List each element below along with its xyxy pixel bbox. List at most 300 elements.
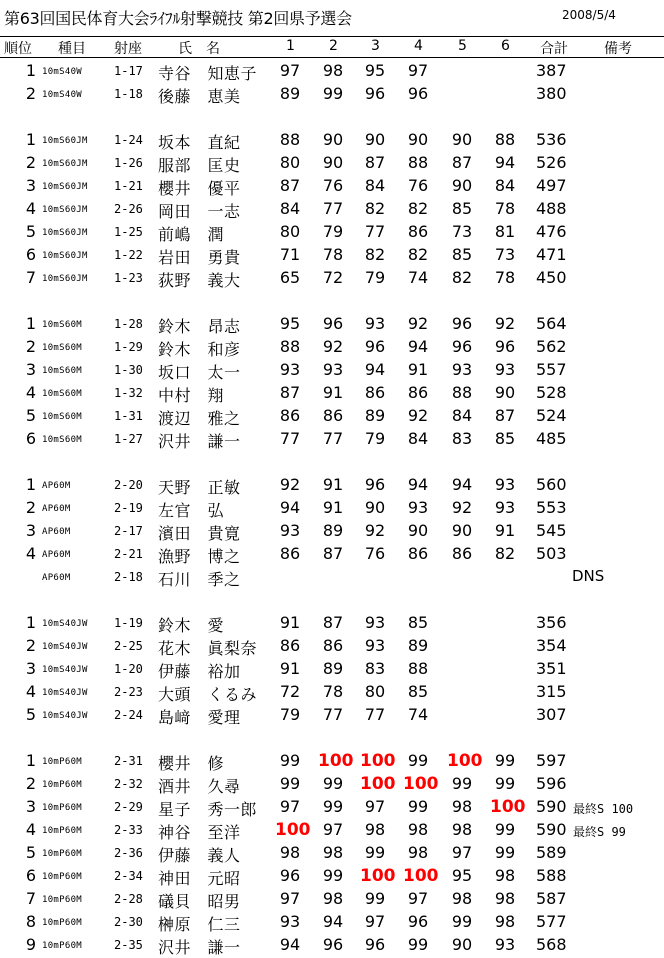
score-cell: 99: [279, 774, 301, 793]
event-cell: 10mS60JM: [42, 205, 88, 215]
score-cell: 97: [364, 797, 386, 816]
name-cell: 伊藤 義人: [158, 846, 241, 865]
score-cell: 94: [407, 475, 429, 494]
name-cell: 沢井 謙一: [158, 432, 241, 451]
score-cell: 100: [490, 797, 526, 817]
table-row: [0, 380, 664, 403]
table-row: [0, 81, 664, 104]
score-cell: 88: [407, 153, 429, 172]
rank-cell: 4: [25, 544, 36, 563]
score-cell: 90: [451, 176, 473, 195]
score-cell: 90: [451, 935, 473, 954]
score-cell: 100: [360, 866, 396, 886]
name-cell: 櫻井 優平: [158, 179, 241, 198]
lane-cell: 2-30: [114, 915, 143, 929]
total-cell: 545: [536, 521, 567, 540]
score-cell: 92: [322, 337, 344, 356]
table-row: [0, 495, 664, 518]
total-cell: 307: [536, 705, 567, 724]
lane-cell: 2-35: [114, 938, 143, 952]
table-row: [0, 840, 664, 863]
lane-cell: 2-25: [114, 639, 143, 653]
event-cell: 10mS60M: [42, 389, 83, 399]
lane-cell: 1-32: [114, 386, 143, 400]
name-cell: 鈴木 愛: [158, 616, 225, 635]
total-cell: 524: [536, 406, 567, 425]
event-cell: 10mP60M: [42, 849, 83, 859]
name-cell: 鈴木 和彦: [158, 340, 241, 359]
score-cell: 99: [494, 843, 516, 862]
score-cell: 82: [407, 245, 429, 264]
score-cell: 89: [322, 659, 344, 678]
table-row: [0, 541, 664, 564]
name-cell: 左官 弘: [158, 501, 225, 520]
score-cell: 72: [322, 268, 344, 287]
lane-cell: 2-34: [114, 869, 143, 883]
rank-cell: 4: [25, 820, 36, 839]
event-cell: 10mP60M: [42, 941, 83, 951]
score-cell: 87: [279, 176, 301, 195]
name-cell: 鈴木 昂志: [158, 317, 241, 336]
score-cell: 88: [279, 337, 301, 356]
score-cell: 94: [279, 498, 301, 517]
rank-cell: 5: [25, 843, 36, 862]
rank-cell: 4: [25, 682, 36, 701]
header-total: 合計: [540, 41, 568, 57]
score-cell: 97: [451, 843, 473, 862]
total-cell: 560: [536, 475, 567, 494]
score-cell: 96: [364, 475, 386, 494]
total-cell: 568: [536, 935, 567, 954]
rank-cell: 1: [25, 475, 36, 494]
score-cell: 90: [494, 383, 516, 402]
table-row: [0, 518, 664, 541]
event-cell: 10mS40JW: [42, 665, 88, 675]
score-cell: 93: [364, 636, 386, 655]
score-cell: 85: [451, 245, 473, 264]
score-cell: 83: [451, 429, 473, 448]
note-cell: 最終S 100: [573, 802, 634, 816]
score-cell: 74: [407, 268, 429, 287]
name-cell: 荻野 義大: [158, 271, 241, 290]
lane-cell: 2-17: [114, 524, 143, 538]
lane-cell: 2-19: [114, 501, 143, 515]
score-cell: 93: [322, 360, 344, 379]
score-cell: 98: [451, 797, 473, 816]
rank-cell: 7: [25, 889, 36, 908]
total-cell: 450: [536, 268, 567, 287]
score-cell: 93: [407, 498, 429, 517]
score-cell: 90: [364, 130, 386, 149]
table-row: [0, 886, 664, 909]
score-cell: 81: [494, 222, 516, 241]
event-cell: 10mP60M: [42, 780, 83, 790]
name-cell: 岩田 勇貴: [158, 248, 241, 267]
score-cell: 97: [364, 912, 386, 931]
score-cell: 77: [322, 429, 344, 448]
lane-cell: 1-18: [114, 87, 143, 101]
score-cell: 93: [494, 360, 516, 379]
lane-cell: 2-36: [114, 846, 143, 860]
lane-cell: 1-17: [114, 64, 143, 78]
score-cell: 72: [279, 682, 301, 701]
name-cell: 後藤 恵美: [158, 87, 241, 106]
total-cell: 471: [536, 245, 567, 264]
section-gap: [0, 587, 664, 610]
name-cell: 島﨑 愛理: [158, 708, 241, 727]
event-cell: 10mS40JW: [42, 688, 88, 698]
rank-cell: 1: [25, 613, 36, 632]
score-cell: 85: [494, 429, 516, 448]
lane-cell: 2-23: [114, 685, 143, 699]
total-cell: 577: [536, 912, 567, 931]
name-cell: 神谷 至洋: [158, 823, 241, 842]
score-cell: 94: [364, 360, 386, 379]
score-cell: 78: [494, 268, 516, 287]
name-cell: 神田 元昭: [158, 869, 241, 888]
lane-cell: 2-28: [114, 892, 143, 906]
score-cell: 93: [279, 521, 301, 540]
event-cell: 10mS40JW: [42, 619, 88, 629]
event-cell: 10mS60JM: [42, 251, 88, 261]
score-cell: 90: [322, 153, 344, 172]
score-cell: 99: [364, 843, 386, 862]
table-row: [0, 426, 664, 449]
total-cell: 380: [536, 84, 567, 103]
event-cell: 10mS60JM: [42, 182, 88, 192]
score-cell: 87: [364, 153, 386, 172]
total-cell: 476: [536, 222, 567, 241]
score-cell: 97: [279, 797, 301, 816]
total-cell: 351: [536, 659, 567, 678]
event-cell: 10mS60JM: [42, 159, 88, 169]
score-cell: 93: [494, 498, 516, 517]
score-cell: 92: [407, 314, 429, 333]
lane-cell: 2-21: [114, 547, 143, 561]
total-cell: 354: [536, 636, 567, 655]
score-cell: 99: [494, 820, 516, 839]
score-cell: 97: [279, 889, 301, 908]
table-row: [0, 173, 664, 196]
score-cell: 85: [407, 613, 429, 632]
name-cell: 礒貝 昭男: [158, 892, 241, 911]
name-cell: 大頭 くるみ: [158, 685, 258, 704]
header-lane: 射座: [114, 41, 142, 57]
score-cell: 93: [279, 912, 301, 931]
table-row: [0, 932, 664, 955]
header-score-3: 3: [371, 38, 380, 54]
lane-cell: 1-21: [114, 179, 143, 193]
score-cell: 84: [451, 406, 473, 425]
lane-cell: 2-26: [114, 202, 143, 216]
score-cell: 82: [407, 199, 429, 218]
event-cell: 10mS60M: [42, 435, 83, 445]
score-cell: 99: [451, 774, 473, 793]
total-cell: 596: [536, 774, 567, 793]
lane-cell: 1-27: [114, 432, 143, 446]
score-cell: 100: [403, 866, 439, 886]
rank-cell: 1: [25, 130, 36, 149]
header-score-2: 2: [329, 38, 338, 54]
score-cell: 84: [364, 176, 386, 195]
name-cell: 前嶋 潤: [158, 225, 225, 244]
total-cell: 590: [536, 797, 567, 816]
score-cell: 99: [322, 774, 344, 793]
score-cell: 99: [279, 751, 301, 770]
score-cell: 95: [279, 314, 301, 333]
table-row: [0, 58, 664, 81]
score-cell: 83: [364, 659, 386, 678]
score-cell: 77: [322, 705, 344, 724]
score-cell: 88: [407, 659, 429, 678]
rank-cell: 3: [25, 659, 36, 678]
total-cell: 562: [536, 337, 567, 356]
rank-cell: 2: [25, 153, 36, 172]
event-cell: 10mS40W: [42, 90, 83, 100]
score-cell: 86: [322, 406, 344, 425]
lane-cell: 2-32: [114, 777, 143, 791]
score-cell: 77: [279, 429, 301, 448]
header-score-5: 5: [458, 38, 467, 54]
name-cell: 天野 正敏: [158, 478, 241, 497]
score-cell: 78: [322, 245, 344, 264]
score-cell: 98: [494, 889, 516, 908]
event-cell: 10mS60M: [42, 366, 83, 376]
section-gap: [0, 449, 664, 472]
score-cell: 100: [360, 751, 396, 771]
score-cell: 87: [451, 153, 473, 172]
score-cell: 84: [494, 176, 516, 195]
rank-cell: 5: [25, 705, 36, 724]
status-cell: DNS: [572, 567, 605, 585]
score-cell: 79: [322, 222, 344, 241]
event-cell: 10mP60M: [42, 872, 83, 882]
rank-cell: 6: [25, 429, 36, 448]
score-cell: 82: [364, 245, 386, 264]
score-cell: 80: [279, 222, 301, 241]
lane-cell: 2-29: [114, 800, 143, 814]
rank-cell: 2: [25, 84, 36, 103]
total-cell: 564: [536, 314, 567, 333]
header-divider-top: [0, 36, 664, 37]
rank-cell: 3: [25, 176, 36, 195]
event-cell: AP60M: [42, 550, 71, 560]
rank-cell: 5: [25, 406, 36, 425]
score-cell: 93: [364, 314, 386, 333]
score-cell: 97: [407, 889, 429, 908]
results-table: [0, 58, 664, 955]
name-cell: 濱田 貴寛: [158, 524, 241, 543]
total-cell: 587: [536, 889, 567, 908]
name-cell: 伊藤 裕加: [158, 662, 241, 681]
score-cell: 91: [279, 659, 301, 678]
score-cell: 100: [447, 751, 483, 771]
score-cell: 92: [494, 314, 516, 333]
score-cell: 84: [279, 199, 301, 218]
score-cell: 96: [451, 337, 473, 356]
total-cell: 356: [536, 613, 567, 632]
score-cell: 86: [407, 222, 429, 241]
table-row: [0, 127, 664, 150]
rank-cell: 3: [25, 797, 36, 816]
score-cell: 99: [322, 866, 344, 885]
rank-cell: 8: [25, 912, 36, 931]
score-cell: 86: [279, 406, 301, 425]
table-row: [0, 403, 664, 426]
document-title: 第63回国民体育大会ﾗｲﾌﾙ射撃競技 第2回県予選会: [4, 9, 352, 28]
rank-cell: 3: [25, 360, 36, 379]
score-cell: 93: [494, 475, 516, 494]
total-cell: 387: [536, 61, 567, 80]
table-row: [0, 219, 664, 242]
score-cell: 97: [322, 820, 344, 839]
header-score-4: 4: [414, 38, 423, 54]
event-cell: 10mS60M: [42, 320, 83, 330]
name-cell: 渡辺 雅之: [158, 409, 241, 428]
total-cell: 597: [536, 751, 567, 770]
score-cell: 96: [407, 84, 429, 103]
score-cell: 87: [279, 383, 301, 402]
name-cell: 櫻井 修: [158, 754, 225, 773]
event-cell: 10mP60M: [42, 803, 83, 813]
score-cell: 91: [322, 498, 344, 517]
note-cell: 最終S 99: [573, 825, 626, 839]
score-cell: 93: [364, 613, 386, 632]
header-name: 氏 名: [178, 41, 220, 57]
rank-cell: 6: [25, 245, 36, 264]
table-row: [0, 311, 664, 334]
score-cell: 85: [451, 199, 473, 218]
score-cell: 87: [322, 544, 344, 563]
score-cell: 86: [407, 544, 429, 563]
score-cell: 82: [451, 268, 473, 287]
table-row: [0, 702, 664, 725]
table-row: [0, 610, 664, 633]
score-cell: 76: [407, 176, 429, 195]
score-cell: 98: [322, 889, 344, 908]
lane-cell: 1-31: [114, 409, 143, 423]
name-cell: 星子 秀一郎: [158, 800, 258, 819]
total-cell: 536: [536, 130, 567, 149]
total-cell: 526: [536, 153, 567, 172]
event-cell: 10mS60JM: [42, 274, 88, 284]
lane-cell: 2-18: [114, 570, 143, 584]
score-cell: 99: [407, 935, 429, 954]
score-cell: 80: [364, 682, 386, 701]
score-cell: 79: [364, 429, 386, 448]
score-cell: 99: [322, 797, 344, 816]
score-cell: 94: [407, 337, 429, 356]
table-row: [0, 748, 664, 771]
event-cell: 10mS40W: [42, 67, 83, 77]
lane-cell: 1-30: [114, 363, 143, 377]
score-cell: 78: [494, 199, 516, 218]
score-cell: 92: [407, 406, 429, 425]
score-cell: 96: [364, 935, 386, 954]
score-cell: 90: [407, 130, 429, 149]
score-cell: 86: [322, 636, 344, 655]
rank-cell: 9: [25, 935, 36, 954]
event-cell: AP60M: [42, 504, 71, 514]
score-cell: 94: [279, 935, 301, 954]
name-cell: 寺谷 知恵子: [158, 64, 258, 83]
table-row: [0, 656, 664, 679]
total-cell: 557: [536, 360, 567, 379]
event-cell: 10mP60M: [42, 918, 83, 928]
score-cell: 93: [279, 360, 301, 379]
score-cell: 91: [279, 613, 301, 632]
lane-cell: 2-24: [114, 708, 143, 722]
rank-cell: 1: [25, 751, 36, 770]
score-cell: 79: [279, 705, 301, 724]
score-cell: 97: [407, 61, 429, 80]
score-cell: 99: [407, 797, 429, 816]
score-cell: 84: [407, 429, 429, 448]
rank-cell: 2: [25, 774, 36, 793]
table-row: [0, 564, 664, 587]
score-cell: 86: [407, 383, 429, 402]
lane-cell: 2-20: [114, 478, 143, 492]
lane-cell: 1-19: [114, 616, 143, 630]
table-row: [0, 771, 664, 794]
score-cell: 99: [407, 751, 429, 770]
score-cell: 94: [322, 912, 344, 931]
score-cell: 96: [407, 912, 429, 931]
score-cell: 80: [279, 153, 301, 172]
score-cell: 92: [279, 475, 301, 494]
score-cell: 89: [322, 521, 344, 540]
score-cell: 95: [364, 61, 386, 80]
table-row: [0, 633, 664, 656]
table-row: [0, 679, 664, 702]
lane-cell: 1-22: [114, 248, 143, 262]
total-cell: 485: [536, 429, 567, 448]
score-cell: 86: [364, 383, 386, 402]
score-cell: 73: [451, 222, 473, 241]
event-cell: AP60M: [42, 481, 71, 491]
score-cell: 91: [494, 521, 516, 540]
score-cell: 96: [451, 314, 473, 333]
table-row: [0, 265, 664, 288]
table-row: [0, 357, 664, 380]
header-event: 種目: [58, 41, 86, 57]
score-cell: 92: [451, 498, 473, 517]
header-score-1: 1: [286, 38, 295, 54]
score-cell: 73: [494, 245, 516, 264]
score-cell: 90: [364, 498, 386, 517]
score-cell: 98: [279, 843, 301, 862]
event-cell: 10mS60M: [42, 343, 83, 353]
score-cell: 71: [279, 245, 301, 264]
score-cell: 86: [279, 544, 301, 563]
score-cell: 91: [322, 383, 344, 402]
score-cell: 99: [494, 774, 516, 793]
score-cell: 90: [322, 130, 344, 149]
score-cell: 76: [364, 544, 386, 563]
score-cell: 89: [279, 84, 301, 103]
score-cell: 89: [364, 406, 386, 425]
score-cell: 65: [279, 268, 301, 287]
lane-cell: 1-28: [114, 317, 143, 331]
table-row: [0, 150, 664, 173]
total-cell: 528: [536, 383, 567, 402]
score-cell: 91: [407, 360, 429, 379]
score-cell: 90: [451, 130, 473, 149]
score-cell: 93: [451, 360, 473, 379]
score-cell: 79: [364, 268, 386, 287]
section-gap: [0, 288, 664, 311]
name-cell: 酒井 久尋: [158, 777, 241, 796]
